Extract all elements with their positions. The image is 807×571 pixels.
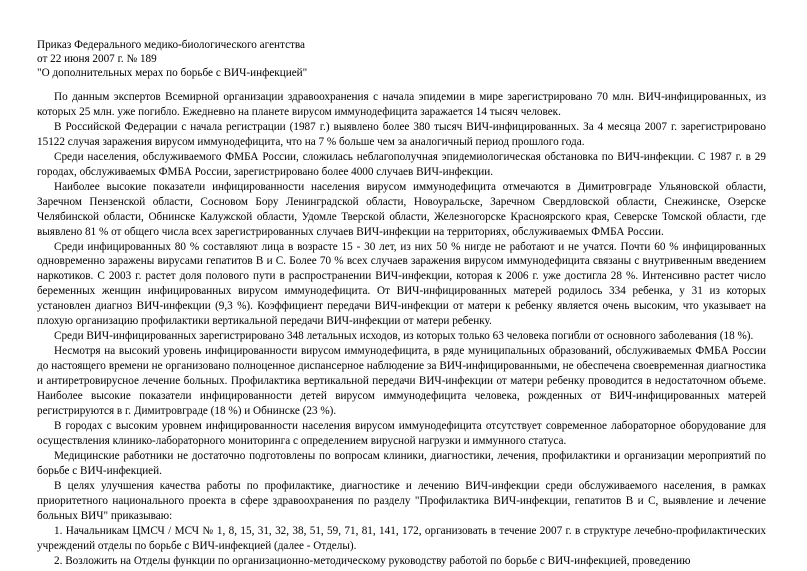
paragraph: Среди ВИЧ-инфицированных зарегистрировано 348 летальных исходов, из которых только 63 человека погибли от основного заболевания (18 %). [54,330,754,343]
paragraph: Медицинские работники не достаточно подготовлены по вопросам клиники, диагностики, лечения, профилактики и организации мероприятий по борьбе с ВИЧ-инфекцией. [37,449,766,477]
paragraph: В целях улучшения качества работы по профилактике, диагностике и лечению ВИЧ-инфекции среди обслуживаемого населения, в рамках приоритетного национального проекта в сфере здравоохранения по разделу "Профилактика ВИЧ-инфекции, гепатитов В и С, выявление и лечение больных ВИЧ" приказываю: [37,479,766,522]
paragraph: Среди инфицированных 80 % составляют лица в возрасте 15 - 30 лет, из них 50 % нигде не работают и не учатся. Почти 60 % инфицированных одновременно заражены вирусами гепатитов В и С. Более 70 % всех случаев заражения вирусом иммунодефицита связаны с внутривенным введением наркотиков. С 2003 г. растет доля полового пути в распространении ВИЧ-инфекции, которая к 2006 г. уже достигла 28 %. Интенсивно растет число беременных женщин инфицированных вирусом иммунодефицита. От ВИЧ-инфицированных матерей родилось 334 ребенка, у 31 из которых установлен диагноз ВИЧ-инфекции (9,3 %). Коэффициент передачи ВИЧ-инфекции от матери к ребенку является очень высоким, что указывает на плохую организацию профилактики вертикальной передачи ВИЧ-инфекции от матери ребенку. [37,240,766,328]
paragraph: Несмотря на высокий уровень инфицированности вирусом иммунодефицита, в ряде муниципальных образований, обслуживаемых ФМБА России до настоящего времени не организовано полноценное диспансерное наблюдение за ВИЧ-инфицированными, не обеспечена своевременная диагностика и антиретровирусное лечение больных. Профилактика вертикальной передачи ВИЧ-инфекции от матери ребенку проводится в недостаточном объеме. Наиболее высокие показатели инфицированности детей вирусом иммунодефицита человека, рожденных от ВИЧ-инфицированных матерей регистрируются в г. Димитровграде (18 %) и Обнинске (23 %). [37,345,766,418]
document-header [37,38,307,80]
paragraph: В городах с высоким уровнем инфицированности населения вирусом иммунодефицита отсутствует современное лабораторное оборудование для осуществления клинико-лабораторного мониторинга с определением вирусной нагрузки и иммунного статуса. [37,419,766,447]
order-title: "О дополнительных мерах по борьбе с ВИЧ-инфекцией" [37,67,308,79]
paragraph: 1. Начальникам ЦМСЧ / МСЧ № 1, 8, 15, 31, 32, 38, 51, 59, 71, 81, 141, 172, организовать в течение 2007 г. в структуре лечебно-профилактических учреждений отделы по борьбе с ВИЧ-инфекцией (далее - Отделы). [37,524,766,552]
paragraph: 2. Возложить на Отделы функции по организационно-методическому руководству работой по борьбе с ВИЧ-инфекцией, проведению [54,554,691,567]
order-date-number: от 22 июня 2007 г. № 189 [37,53,157,65]
document-body [37,90,766,569]
order-issuer: Приказ Федерального медико-биологического агентства [37,39,306,51]
paragraph: Среди населения, обслуживаемого ФМБА России, сложилась неблагополучная эпидемиологическая обстановка по ВИЧ-инфекции. С 1987 г. в 29 городах, обслуживаемых ФМБА России, зарегистрировано более 4000 случаев ВИЧ-инфекции. [37,150,766,178]
paragraph: Наиболее высокие показатели инфицированности населения вирусом иммунодефицита отмечаются в Димитровграде Ульяновской области, Заречном Пензенской области, Сосновом Бору Ленинградской области, Новоуральске, Заречном Свердловской области, Снежинске, Озерске Челябинской области, Обнинске Калужской области, Удомле Тверской области, Железногорске Красноярского края, Северске Томской области, где выявлено 81 % от общего числа всех зарегистрированных случаев ВИЧ-инфекции на территориях, обслуживаемых ФМБА России. [37,180,766,238]
paragraph: В Российской Федерации с начала регистрации (1987 г.) выявлено более 380 тысяч ВИЧ-инфицированных. За 4 месяца 2007 г. зарегистрировано 15122 случая заражения вирусом иммунодефицита, что на 7 % больше чем за аналогичный период прошлого года. [37,120,766,148]
paragraph: По данным экспертов Всемирной организации здравоохранения с начала эпидемии в мире зарегистрировано 70 млн. ВИЧ-инфицированных, из которых 25 млн. уже погибло. Ежедневно на планете вирусом иммунодефицита заражается 14 тысяч человек. [37,91,766,118]
